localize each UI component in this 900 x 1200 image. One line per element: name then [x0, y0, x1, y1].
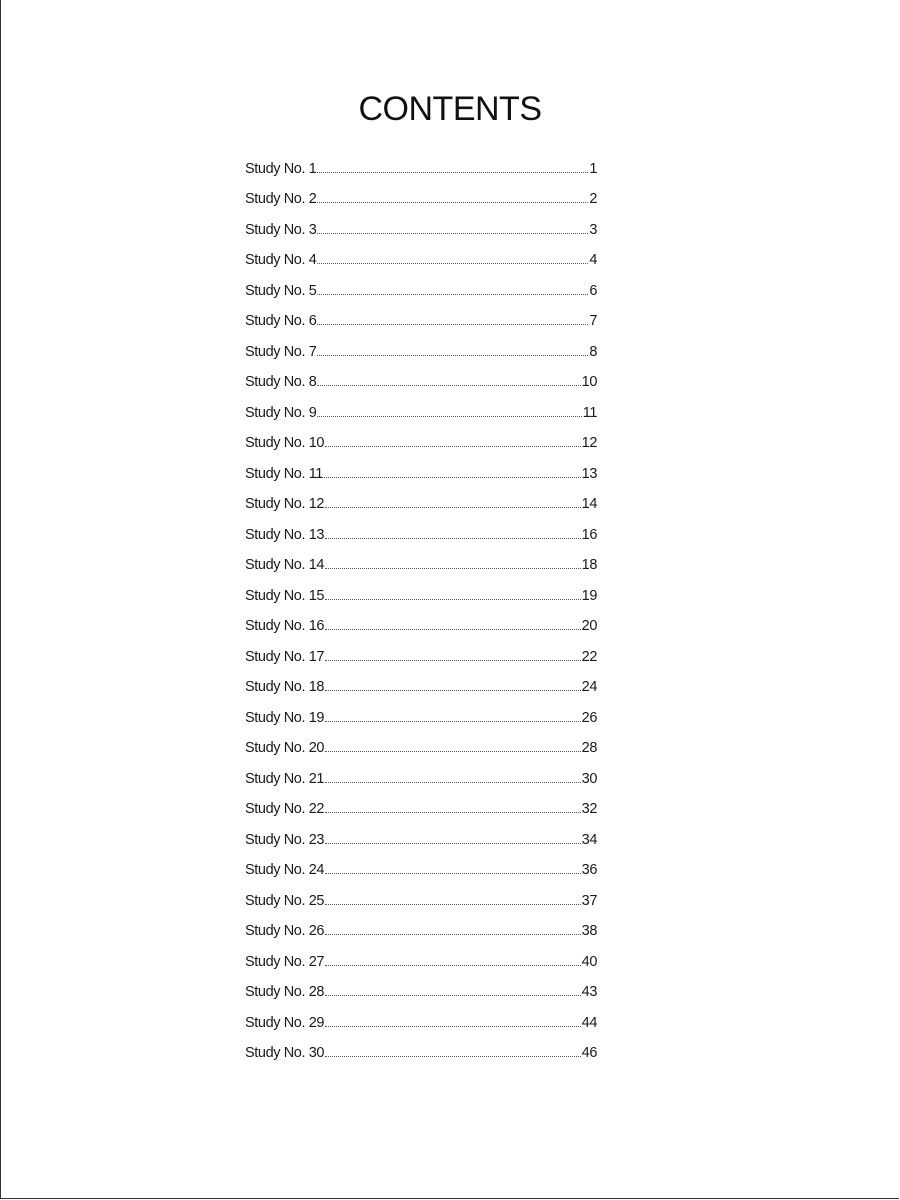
- toc-entry: [245, 848, 597, 879]
- toc-entry-label: Study No. 3: [245, 221, 317, 238]
- table-of-contents: [245, 146, 597, 1061]
- toc-entry-label: Study No. 13: [245, 526, 325, 543]
- dot-leader: [325, 842, 581, 844]
- toc-entry: [245, 787, 597, 818]
- toc-entry-page-number: 12: [581, 435, 597, 451]
- dot-leader: [317, 384, 580, 386]
- toc-entry-page-number: 10: [581, 374, 597, 390]
- toc-entry: [245, 482, 597, 513]
- dot-leader: [325, 964, 581, 966]
- toc-entry-label: Study No. 29: [245, 1014, 325, 1031]
- toc-entry-page-number: 14: [581, 496, 597, 512]
- toc-entry-label: Study No. 9: [245, 404, 317, 421]
- toc-entry-page-number: 43: [581, 984, 597, 1000]
- toc-entry: [245, 604, 597, 635]
- toc-entry-page-number: 4: [589, 252, 597, 268]
- toc-entry-label: Study No. 15: [245, 587, 325, 604]
- dot-leader: [325, 445, 581, 447]
- toc-entry-label: Study No. 16: [245, 618, 325, 634]
- toc-entry-page-number: 22: [581, 648, 597, 665]
- toc-entry-label: Study No. 26: [245, 923, 325, 939]
- toc-entry: [245, 207, 597, 238]
- dot-leader: [325, 903, 581, 905]
- toc-entry: [245, 238, 597, 269]
- dot-leader: [325, 933, 581, 935]
- toc-entry-page-number: 24: [581, 679, 597, 695]
- toc-entry: [245, 146, 597, 177]
- toc-entry: [245, 939, 597, 970]
- dot-leader: [317, 323, 588, 325]
- toc-entry-label: Study No. 6: [245, 313, 317, 329]
- toc-entry-label: Study No. 17: [245, 648, 325, 665]
- toc-entry-label: Study No. 22: [245, 801, 325, 817]
- dot-leader: [325, 567, 581, 569]
- toc-entry-label: Study No. 1: [245, 160, 317, 177]
- toc-entry: [245, 665, 597, 696]
- dot-leader: [317, 201, 588, 203]
- toc-entry-page-number: 11: [582, 404, 597, 421]
- toc-entry: [245, 726, 597, 757]
- dot-leader: [324, 476, 581, 478]
- toc-entry-page-number: 40: [581, 953, 597, 970]
- toc-entry-page-number: 16: [581, 526, 597, 543]
- toc-entry-label: Study No. 27: [245, 953, 325, 970]
- toc-entry: [245, 909, 597, 940]
- toc-entry: [245, 1000, 597, 1031]
- dot-leader: [325, 872, 581, 874]
- dot-leader: [325, 537, 581, 539]
- dot-leader: [325, 659, 581, 661]
- toc-entry-label: Study No. 8: [245, 374, 317, 390]
- toc-entry-page-number: 37: [581, 892, 597, 909]
- toc-entry-label: Study No. 25: [245, 892, 325, 909]
- toc-entry-label: Study No. 7: [245, 343, 317, 360]
- page-title: CONTENTS: [358, 90, 542, 128]
- dot-leader: [325, 994, 581, 996]
- dot-leader: [317, 171, 588, 173]
- dot-leader: [325, 1055, 581, 1057]
- toc-entry-page-number: 7: [589, 313, 597, 329]
- toc-entry-page-number: 44: [581, 1014, 597, 1031]
- dot-leader: [325, 1025, 581, 1027]
- toc-entry-label: Study No. 4: [245, 252, 317, 268]
- toc-entry-label: Study No. 10: [245, 435, 325, 451]
- toc-entry-page-number: 6: [589, 282, 597, 299]
- dot-leader: [325, 811, 581, 813]
- toc-entry-page-number: 18: [581, 557, 597, 573]
- dot-leader: [325, 506, 581, 508]
- toc-entry-label: Study No. 14: [245, 557, 325, 573]
- toc-entry-page-number: 2: [589, 191, 597, 207]
- toc-entry: [245, 1031, 597, 1062]
- toc-entry-label: Study No. 19: [245, 709, 325, 726]
- toc-entry-label: Study No. 11: [245, 465, 323, 482]
- toc-entry-page-number: 36: [581, 862, 597, 878]
- toc-entry-page-number: 38: [581, 923, 597, 939]
- dot-leader: [325, 689, 581, 691]
- toc-entry-page-number: 30: [581, 770, 597, 787]
- toc-entry-label: Study No. 20: [245, 740, 325, 756]
- toc-entry-label: Study No. 23: [245, 831, 325, 848]
- dot-leader: [317, 415, 581, 417]
- toc-entry: [245, 421, 597, 452]
- dot-leader: [317, 262, 588, 264]
- dot-leader: [325, 598, 581, 600]
- toc-entry-page-number: 46: [581, 1045, 597, 1061]
- toc-entry: [245, 360, 597, 391]
- toc-entry: [245, 512, 597, 543]
- toc-entry-label: Study No. 21: [245, 770, 325, 787]
- toc-entry-page-number: 32: [581, 801, 597, 817]
- toc-entry-page-number: 1: [589, 160, 597, 177]
- toc-entry: [245, 390, 597, 421]
- dot-leader: [325, 750, 581, 752]
- dot-leader: [325, 781, 581, 783]
- toc-entry: [245, 695, 597, 726]
- toc-entry-label: Study No. 28: [245, 984, 325, 1000]
- toc-entry: [245, 268, 597, 299]
- toc-entry: [245, 878, 597, 909]
- toc-entry-page-number: 19: [581, 587, 597, 604]
- toc-entry: [245, 756, 597, 787]
- toc-entry-page-number: 8: [589, 343, 597, 360]
- toc-entry: [245, 634, 597, 665]
- toc-entry: [245, 543, 597, 574]
- toc-entry-page-number: 26: [581, 709, 597, 726]
- toc-entry-page-number: 3: [589, 221, 597, 238]
- toc-entry: [245, 451, 597, 482]
- toc-entry-page-number: 20: [581, 618, 597, 634]
- toc-entry-label: Study No. 12: [245, 496, 325, 512]
- dot-leader: [317, 354, 588, 356]
- toc-entry-label: Study No. 2: [245, 191, 317, 207]
- toc-entry-label: Study No. 18: [245, 679, 325, 695]
- toc-entry: [245, 329, 597, 360]
- toc-entry: [245, 970, 597, 1001]
- toc-entry-page-number: 28: [581, 740, 597, 756]
- toc-entry-label: Study No. 30: [245, 1045, 325, 1061]
- toc-entry-label: Study No. 24: [245, 862, 325, 878]
- dot-leader: [325, 720, 581, 722]
- toc-entry: [245, 817, 597, 848]
- toc-entry: [245, 299, 597, 330]
- toc-entry: [245, 573, 597, 604]
- dot-leader: [317, 293, 588, 295]
- toc-entry-page-number: 34: [581, 831, 597, 848]
- dot-leader: [317, 232, 588, 234]
- toc-entry: [245, 177, 597, 208]
- dot-leader: [325, 628, 581, 630]
- toc-entry-page-number: 13: [581, 465, 597, 482]
- toc-entry-label: Study No. 5: [245, 282, 317, 299]
